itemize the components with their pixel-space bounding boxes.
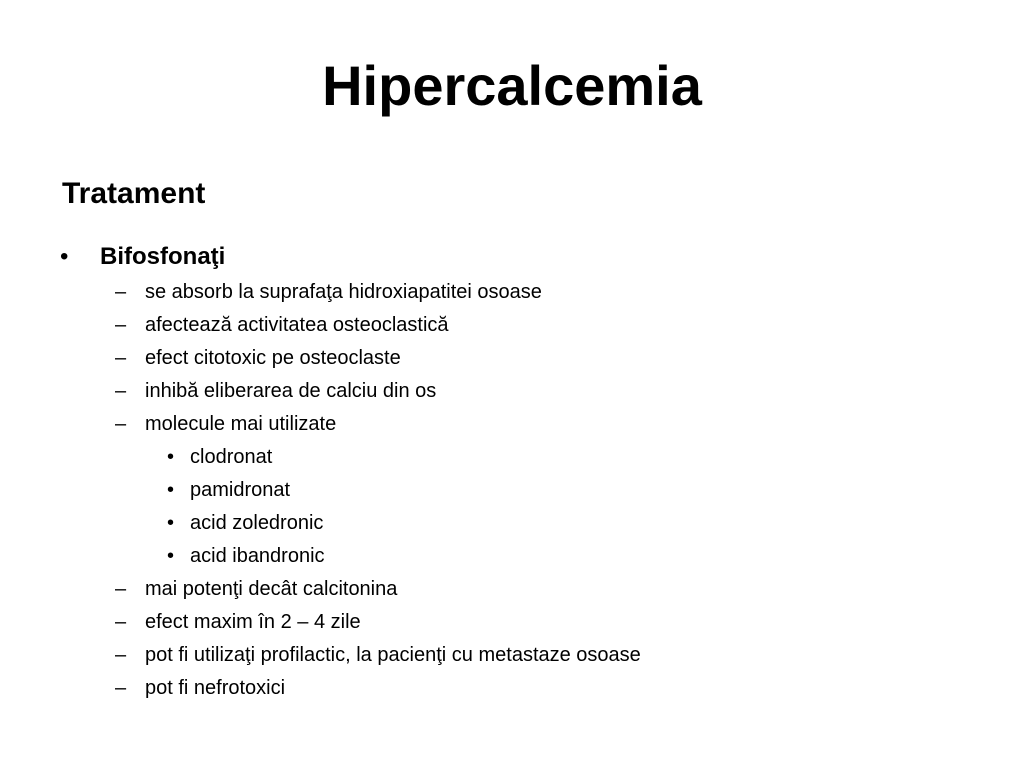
sub-list-item-label: acid zoledronic xyxy=(190,512,324,534)
sub-list-item xyxy=(0,507,1024,540)
list-item xyxy=(0,639,1024,672)
list-item xyxy=(0,276,1024,309)
list-item xyxy=(0,573,1024,606)
sub-list-item xyxy=(0,540,1024,573)
list-item xyxy=(0,672,1024,705)
sub-list-item xyxy=(0,474,1024,507)
dash-marker: – xyxy=(115,578,127,600)
list-item-label: inhibă eliberarea de calciu din os xyxy=(145,380,437,402)
list-item xyxy=(0,309,1024,342)
list-item xyxy=(0,342,1024,375)
list-item xyxy=(0,375,1024,408)
sub-list-item-label: clodronat xyxy=(190,446,273,468)
slide-title: Hipercalcemia xyxy=(322,54,702,117)
bullet-marker: • xyxy=(167,512,175,534)
dash-marker: – xyxy=(115,347,127,369)
list-item-label: pot fi nefrotoxici xyxy=(145,677,286,699)
dash-marker: – xyxy=(115,677,127,699)
list-item xyxy=(0,408,1024,441)
list-item-label: afectează activitatea osteoclastică xyxy=(145,314,449,336)
dash-marker: – xyxy=(115,314,127,336)
sub-list-item-label: pamidronat xyxy=(190,479,291,501)
dash-marker: – xyxy=(115,380,127,402)
list-item xyxy=(0,606,1024,639)
list-item-label: mai potenţi decât calcitonina xyxy=(145,578,398,600)
list-item-label: pot fi utilizaţi profilactic, la pacienţi cu metastaze osoase xyxy=(145,644,641,666)
list-item-label: efect maxim în 2 – 4 zile xyxy=(145,611,361,633)
dash-marker: – xyxy=(115,644,127,666)
bullet-list xyxy=(0,238,1024,705)
list-item-label: Bifosfonaţi xyxy=(100,243,226,270)
dash-marker: – xyxy=(115,611,127,633)
list-item-label: molecule mai utilizate xyxy=(145,413,337,435)
bullet-marker: • xyxy=(167,446,175,468)
dash-marker: – xyxy=(115,413,127,435)
bullet-marker: • xyxy=(167,479,175,501)
dash-marker: – xyxy=(115,281,127,303)
list-item-bifosfonati xyxy=(0,238,1024,276)
sub-list-item xyxy=(0,441,1024,474)
list-item-label: se absorb la suprafaţa hidroxiapatitei osoase xyxy=(145,281,542,303)
sub-list-item-label: acid ibandronic xyxy=(190,545,325,567)
bullet-marker: • xyxy=(167,545,175,567)
bullet-marker: • xyxy=(60,243,69,270)
list-item-label: efect citotoxic pe osteoclaste xyxy=(145,347,401,369)
section-heading: Tratament xyxy=(62,177,206,210)
